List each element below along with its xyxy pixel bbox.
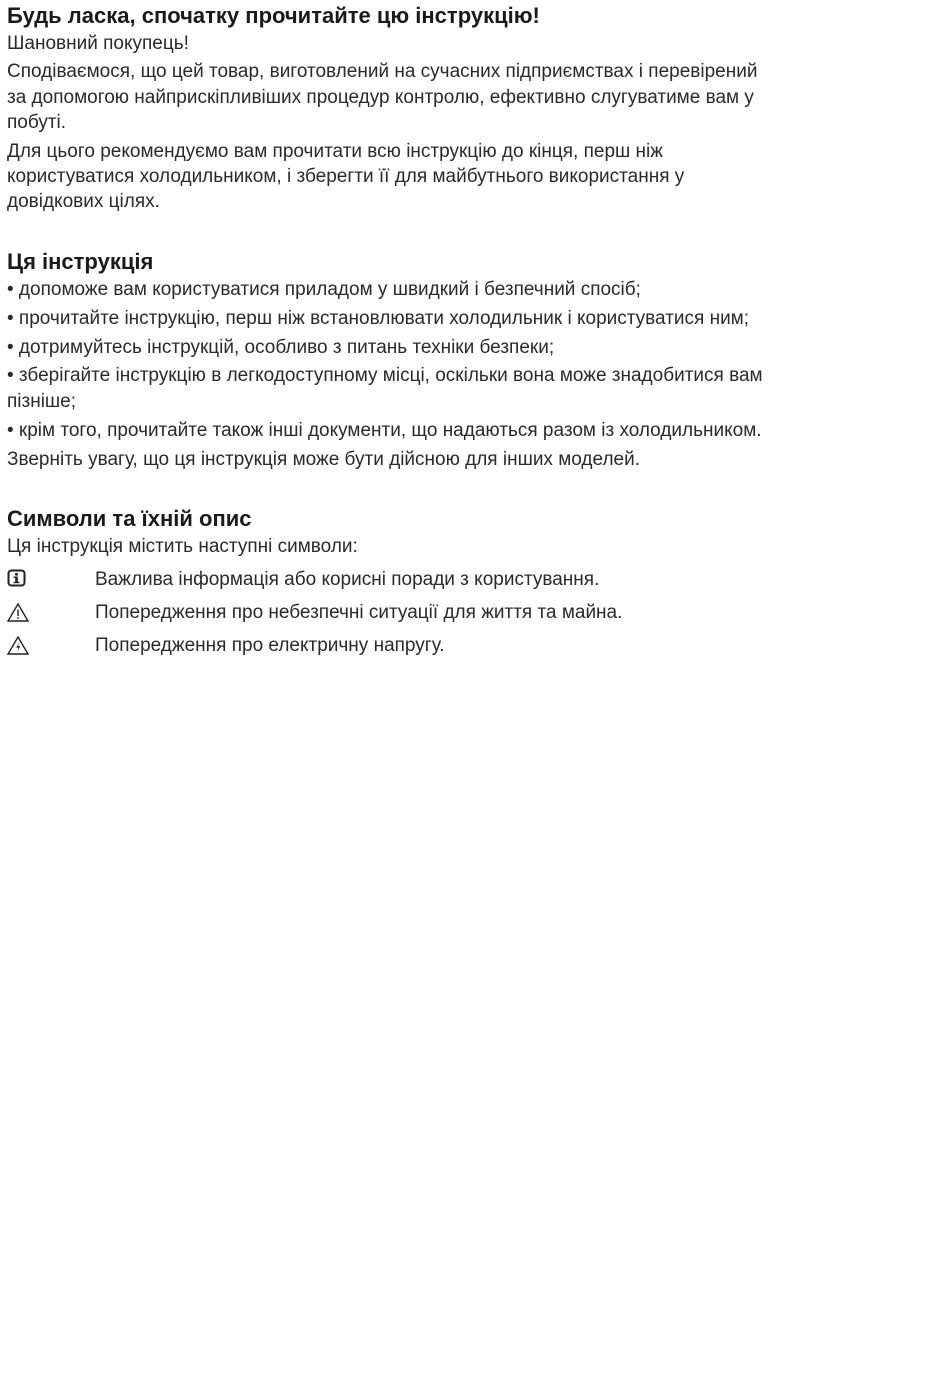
symbols-intro: Ця інструкція містить наступні символи: — [7, 536, 358, 557]
intro-paragraph-1-line: Сподіваємося, що цей товар, виготовлений на сучасних підприємствах і перевірений — [7, 61, 758, 82]
list-item: • допоможе вам користуватися приладом у швидкий і безпечний спосіб; — [7, 279, 641, 300]
intro-paragraph-1-line: за допомогою найприскіпливіших процедур контролю, ефективно слугуватиме вам у — [7, 87, 754, 108]
symbol-description: Попередження про небезпечні ситуації для життя та майна. — [95, 602, 623, 623]
symbol-row-warning — [7, 600, 942, 626]
greeting: Шановний покупець! — [7, 33, 189, 54]
intro-paragraph-2-line: користуватися холодильником, і зберегти її для майбутнього використання у — [7, 166, 685, 187]
symbol-row-info — [7, 567, 942, 593]
warning-icon — [7, 602, 29, 622]
list-item: • крім того, прочитайте також інші документи, що надаються разом із холодильником. — [7, 420, 762, 441]
list-item: • дотримуйтесь інструкцій, особливо з питань техніки безпеки; — [7, 337, 555, 358]
list-item: • зберігайте інструкцію в легкодоступному місці, оскільки вона може знадобитися вам — [7, 365, 763, 386]
symbol-description: Важлива інформація або корисні поради з користування. — [95, 569, 600, 590]
list-item: • прочитайте інструкцію, перш ніж встановлювати холодильник і користуватися ним; — [7, 308, 750, 329]
intro-paragraph-2-line: Для цього рекомендуємо вам прочитати всю інструкцію до кінця, перш ніж — [7, 141, 663, 162]
intro-paragraph-1-line: побуті. — [7, 112, 67, 133]
section-heading-instruction: Ця інструкція — [7, 249, 154, 274]
models-note: Зверніть увагу, що ця інструкція може бути дійсною для інших моделей. — [7, 449, 640, 470]
info-icon — [7, 569, 29, 589]
electric-warning-icon — [7, 635, 29, 655]
symbol-row-electric — [7, 633, 942, 659]
list-item-continuation: пізніше; — [7, 391, 77, 412]
section-heading-symbols: Символи та їхній опис — [7, 506, 252, 531]
page-title: Будь ласка, спочатку прочитайте цю інструкцію! — [7, 3, 540, 28]
symbol-description: Попередження про електричну напругу. — [95, 635, 445, 656]
intro-paragraph-2-line: довідкових цілях. — [7, 191, 160, 212]
